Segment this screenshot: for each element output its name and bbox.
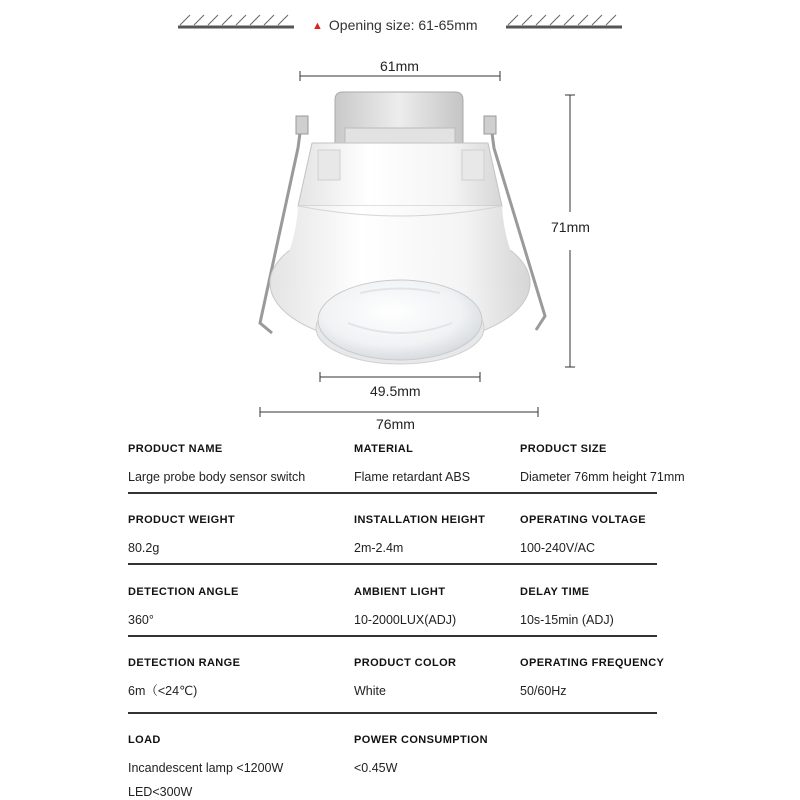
red-triangle-icon: ▲ <box>312 20 323 32</box>
spec-product-weight: PRODUCT WEIGHT 80.2g <box>128 514 236 555</box>
divider <box>128 492 657 494</box>
spec-material: MATERIAL Flame retardant ABS <box>354 443 471 484</box>
dim-top-width: 61mm <box>380 58 419 74</box>
opening-size-label: ▲ Opening size: 61-65mm <box>312 17 478 33</box>
spec-ambient-light: AMBIENT LIGHT 10-2000LUX(ADJ) <box>354 586 457 627</box>
dim-lens-width: 49.5mm <box>370 383 421 399</box>
spec-detection-range: DETECTION RANGE 6m（<24℃) <box>128 657 241 698</box>
spec-power-consumption: POWER CONSUMPTION <0.45W <box>354 734 488 775</box>
dim-base-width: 76mm <box>376 416 415 432</box>
spec-product-size: PRODUCT SIZE Diameter 76mm height 71mm <box>520 443 685 484</box>
dim-top-line <box>299 70 501 82</box>
spec-detection-angle: DETECTION ANGLE 360° <box>128 586 239 627</box>
spec-delay-time: DELAY TIME 10s-15min (ADJ) <box>520 586 614 627</box>
divider <box>128 563 657 565</box>
dim-height: 71mm <box>551 219 590 235</box>
divider <box>128 635 657 637</box>
spec-load: LOAD Incandescent lamp <1200W LED<300W <box>128 734 284 799</box>
spec-product-color: PRODUCT COLOR White <box>354 657 457 698</box>
spec-product-name: PRODUCT NAME Large probe body sensor switch <box>128 443 306 484</box>
spec-operating-frequency: OPERATING FREQUENCY 50/60Hz <box>520 657 665 698</box>
spec-operating-voltage: OPERATING VOLTAGE 100-240V/AC <box>520 514 646 555</box>
dim-lens-line <box>319 371 481 383</box>
divider <box>128 712 657 714</box>
hatch-right-icon <box>506 12 622 30</box>
hatch-left-icon <box>178 12 294 30</box>
spec-installation-height: INSTALLATION HEIGHT 2m-2.4m <box>354 514 486 555</box>
sensor-product-image <box>240 88 570 373</box>
